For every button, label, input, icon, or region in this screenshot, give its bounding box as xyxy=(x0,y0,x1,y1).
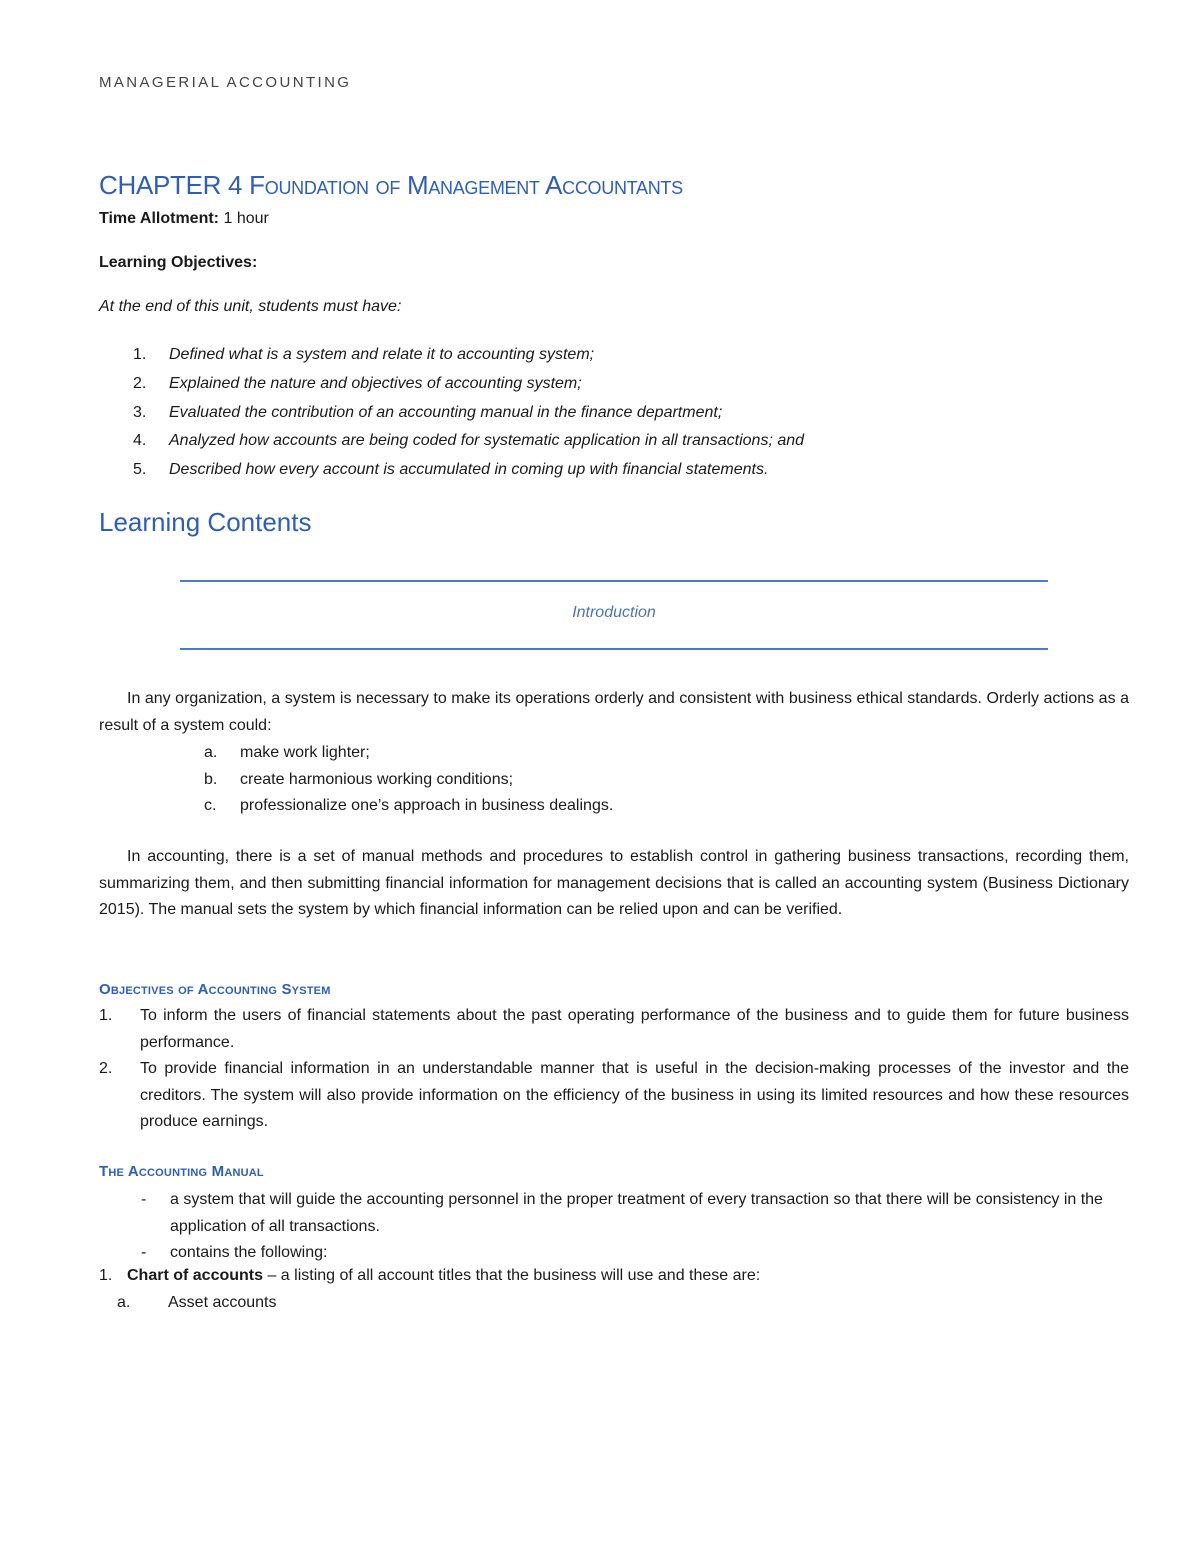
list-item: b. create harmonious working conditions; xyxy=(204,770,514,788)
chart-of-accounts-term: Chart of accounts xyxy=(127,1267,264,1284)
list-item: 5. Described how every account is accumulated in coming up with financial statements. xyxy=(133,461,769,479)
list-item: 3. Evaluated the contribution of an accounting manual in the finance department; xyxy=(133,403,723,421)
divider xyxy=(180,648,1048,650)
list-item: a. make work lighter; xyxy=(204,744,370,761)
list-item: - a system that will guide the accounting personnel in the proper treatment of every transaction so that there will be consistency in the application of all transactions. xyxy=(141,1191,1103,1235)
list-item: 4. Analyzed how accounts are being coded for systematic application in all transactions; and xyxy=(133,432,805,450)
learning-objectives-list xyxy=(133,341,1133,485)
accounting-system-paragraph: In accounting, there is a set of manual methods and procedures to establish control in gathering business transactions, recording them, summarizing them, and then submitting financial information for management decisions that is called an accounting system (Business Dictionary 2015). The manual sets the system by which financial information can be relied upon and can be verified. xyxy=(99,848,1129,919)
chart-of-accounts-item: 1. Chart of accounts – a listing of all account titles that the business will use and these are: xyxy=(99,1267,761,1284)
chapter-number: CHAPTER 4 xyxy=(99,170,243,200)
list-item: 1. Defined what is a system and relate it to accounting system; xyxy=(133,346,595,363)
time-allotment xyxy=(99,210,269,228)
learning-objectives-label: Learning Objectives: xyxy=(99,254,258,271)
list-item: 2. Explained the nature and objectives of accounting system; xyxy=(133,374,582,392)
running-header: MANAGERIAL ACCOUNTING xyxy=(99,74,352,91)
divider xyxy=(180,580,1048,582)
list-item: 1. To inform the users of financial statements about the past operating performance of the business and to guide them for future business performance. xyxy=(99,1007,1129,1051)
objectives-list xyxy=(99,1003,1129,1136)
section-label-introduction: Introduction xyxy=(572,604,656,621)
time-allotment-label: Time Allotment: xyxy=(99,210,220,227)
intro-paragraph: In any organization, a system is necessary to make its operations orderly and consistent with business ethical standards. Orderly actions as a result of a system could: xyxy=(99,690,1129,734)
chapter-title xyxy=(99,170,683,201)
list-item: 2. To provide financial information in an understandable manner that is useful in the decision-making processes of the investor and the creditors. The system will also provide information on the efficiency of the business in using its limited resources and how these resources produce earnings. xyxy=(99,1060,1129,1130)
chapter-name: Foundation of Management Accountants xyxy=(249,170,683,200)
objectives-heading: Objectives of Accounting System xyxy=(99,981,331,998)
accounting-manual-heading: The Accounting Manual xyxy=(99,1163,264,1180)
asset-accounts-item: a. Asset accounts xyxy=(117,1294,277,1311)
learning-contents-heading: Learning Contents xyxy=(99,507,312,537)
time-allotment-value: 1 hour xyxy=(223,210,269,227)
manual-dash-list xyxy=(141,1187,1129,1267)
intro-list xyxy=(204,740,613,820)
list-item: c. professionalize one’s approach in business dealings. xyxy=(204,797,614,814)
learning-objectives-intro: At the end of this unit, students must have: xyxy=(99,298,402,315)
list-item: - contains the following: xyxy=(141,1244,328,1261)
